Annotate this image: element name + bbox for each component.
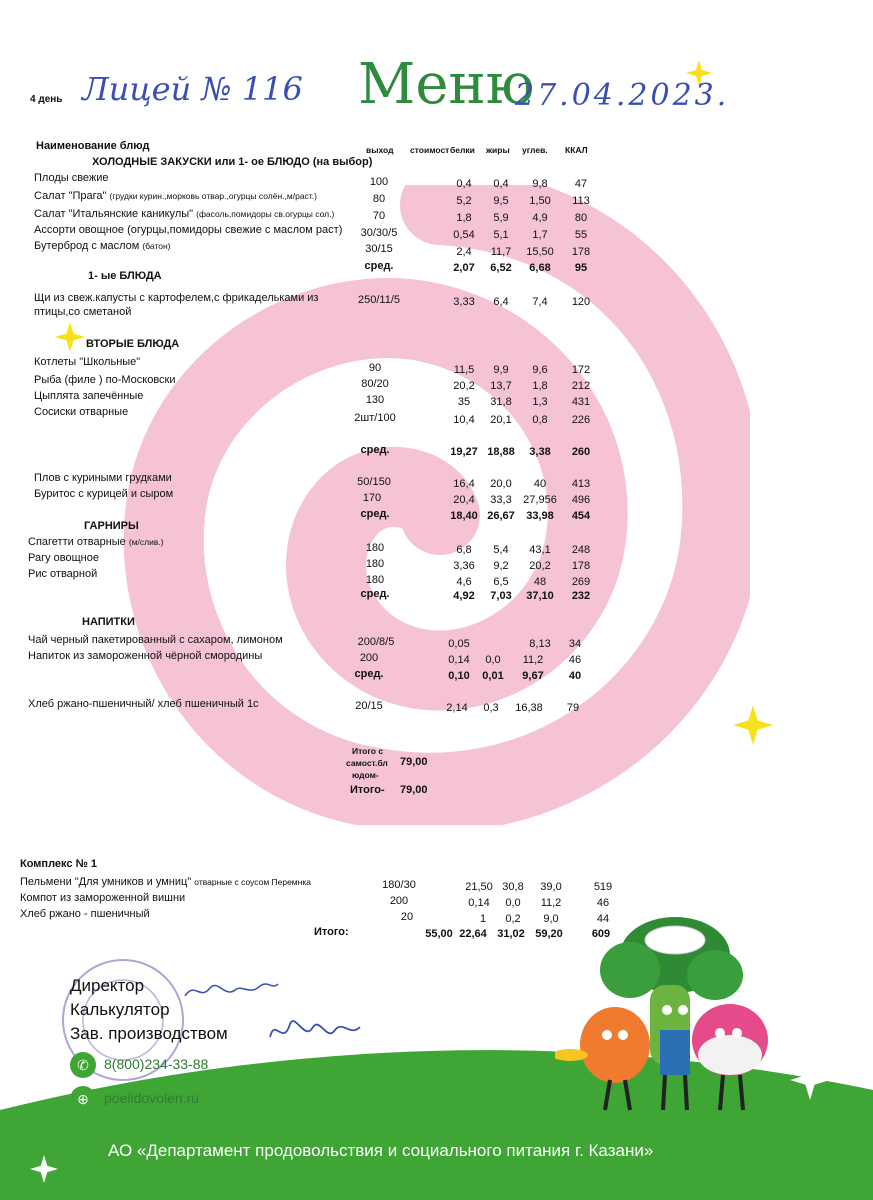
- menu-item-name: Хлеб ржано-пшеничный/ хлеб пшеничный 1с: [28, 698, 259, 710]
- item-fat: 33,3: [490, 494, 512, 506]
- avg-carb: 37,10: [526, 590, 554, 602]
- item-out: 90: [368, 362, 382, 374]
- menu-item-name: Цыплята запечённые: [34, 390, 144, 402]
- item-out: 2шт/100: [354, 412, 396, 424]
- item-out: 180: [365, 574, 385, 586]
- item-carb: 9,8: [532, 178, 548, 190]
- total-value-2: 79,00: [400, 784, 428, 796]
- item-carb: 1,50: [529, 195, 551, 207]
- item-fat: 6,5: [493, 576, 509, 588]
- item-fat: 5,9: [493, 212, 509, 224]
- item-out: 180/30: [382, 879, 416, 891]
- menu-item-name: Сосиски отварные: [34, 406, 129, 418]
- complex-item-name: Пельмени "Для умников и умниц" отварные с соусом Перемнка: [20, 876, 311, 888]
- avg-label: сред.: [360, 444, 390, 456]
- item-kcal: 47: [574, 178, 588, 190]
- item-carb: 20,2: [529, 560, 551, 572]
- item-fat: 30,8: [502, 881, 524, 893]
- item-carb: 16,38: [515, 702, 543, 714]
- item-fat: 9,9: [493, 364, 509, 376]
- item-protein: 20,2: [453, 380, 475, 392]
- item-protein: 20,4: [453, 494, 475, 506]
- item-kcal: 55: [574, 229, 588, 241]
- item-protein: 16,4: [453, 478, 475, 490]
- director-label: Директор: [70, 976, 145, 995]
- item-kcal: 113: [572, 195, 590, 207]
- menu-item-name: Рыба (филе ) по-Московски: [34, 374, 176, 386]
- item-protein: 11,5: [453, 364, 475, 376]
- item-kcal: 79: [566, 702, 580, 714]
- item-fat: 5,4: [493, 544, 509, 556]
- column-protein-header: белки: [450, 145, 475, 155]
- item-kcal: 46: [596, 897, 610, 909]
- item-carb: 40: [533, 478, 547, 490]
- column-kcal-header: ККАЛ: [565, 145, 588, 155]
- section-garnish: ГАРНИРЫ: [84, 520, 139, 532]
- avg-fat: 7,03: [490, 590, 512, 602]
- item-fat: 11,7: [490, 246, 512, 258]
- item-protein: 0,14: [448, 654, 470, 666]
- item-kcal: 431: [571, 396, 591, 408]
- item-out: 30/30/5: [360, 227, 398, 239]
- item-kcal: 226: [571, 414, 591, 426]
- menu-item-name: Рагу овощное: [28, 552, 99, 564]
- item-protein: 6,8: [456, 544, 472, 556]
- item-out: 200: [359, 652, 379, 664]
- section-cold: ХОЛОДНЫЕ ЗАКУСКИ или 1- ое БЛЮДО (на выбор): [92, 156, 373, 168]
- item-fat: 9,5: [493, 195, 509, 207]
- item-kcal: 34: [568, 638, 582, 650]
- item-carb: 9,6: [532, 364, 548, 376]
- item-protein: 3,33: [453, 296, 475, 308]
- item-protein: 0,54: [453, 229, 475, 241]
- menu-item-name: Ассорти овощное (огурцы,помидоры свежие с маслом раст): [34, 224, 343, 236]
- column-carb-header: углев.: [522, 145, 548, 155]
- item-kcal: 519: [593, 881, 613, 893]
- item-out: 80: [372, 193, 386, 205]
- complex-total-protein: 22,64: [459, 928, 487, 940]
- avg-kcal: 232: [571, 590, 591, 602]
- item-protein: 2,4: [456, 246, 472, 258]
- item-carb: 4,9: [532, 212, 548, 224]
- item-fat: 9,2: [493, 560, 509, 572]
- item-carb: 1,3: [532, 396, 548, 408]
- contact-phone[interactable]: 8(800)234-33-88: [104, 1056, 209, 1072]
- item-out: 80/20: [361, 378, 389, 390]
- avg-protein: 19,27: [450, 446, 478, 458]
- complex-total-fat: 31,02: [497, 928, 525, 940]
- avg-label: сред.: [354, 668, 384, 680]
- item-out: 20: [400, 911, 414, 923]
- column-cost-header: стоимост: [410, 145, 450, 155]
- complex-total-kcal: 609: [591, 928, 611, 940]
- item-kcal: 44: [596, 913, 610, 925]
- item-carb: 7,4: [532, 296, 548, 308]
- item-kcal: 172: [571, 364, 591, 376]
- item-kcal: 413: [571, 478, 591, 490]
- school-name: Лицей № 116: [82, 70, 303, 108]
- item-protein: 35: [457, 396, 471, 408]
- menu-item-name: Салат "Итальянские каникулы" (фасоль,помидоры св.огурцы сол.): [34, 208, 335, 220]
- avg-kcal: 260: [571, 446, 591, 458]
- item-out: 250/11/5: [357, 294, 400, 306]
- avg-protein: 4,92: [453, 590, 475, 602]
- menu-item-name: Рис отварной: [28, 568, 98, 580]
- item-carb: 8,13: [529, 638, 551, 650]
- column-fat-header: жиры: [486, 145, 510, 155]
- item-kcal: 80: [574, 212, 588, 224]
- item-carb: 43,1: [529, 544, 551, 556]
- menu-item-name: Плов с куриными грудками: [34, 472, 172, 484]
- item-carb: 39,0: [540, 881, 562, 893]
- section-second: ВТОРЫЕ БЛЮДА: [86, 338, 180, 350]
- complex-item-name: Компот из замороженной вишни: [20, 892, 186, 904]
- total-value-1: 79,00: [400, 756, 428, 768]
- item-protein: 5,2: [456, 195, 472, 207]
- spiral-decoration: [110, 185, 750, 825]
- item-out: 70: [372, 210, 386, 222]
- item-out: 30/15: [365, 243, 393, 255]
- page-title: Меню: [358, 52, 535, 117]
- total-label-line2: самост.бл: [346, 758, 388, 768]
- star-icon: [30, 1155, 58, 1183]
- item-out: 130: [365, 394, 385, 406]
- item-protein: 0,4: [456, 178, 472, 190]
- item-fat: 6,4: [493, 296, 509, 308]
- item-protein: 10,4: [453, 414, 475, 426]
- section-drinks: НАПИТКИ: [82, 616, 135, 628]
- avg-kcal: 95: [574, 262, 588, 274]
- avg-protein: 2,07: [453, 262, 475, 274]
- menu-item-name: Буритос с курицей и сыром: [34, 488, 174, 500]
- avg-fat: 0,01: [482, 670, 504, 682]
- item-carb: 9,0: [543, 913, 559, 925]
- item-carb: 1,7: [532, 229, 548, 241]
- star-icon: [733, 705, 773, 745]
- item-fat: 20,1: [490, 414, 512, 426]
- production-label: Зав. производством: [70, 1024, 228, 1043]
- avg-label: сред.: [360, 588, 390, 600]
- item-out: 100: [369, 176, 389, 188]
- item-kcal: 212: [571, 380, 591, 392]
- item-carb: 11,2: [522, 654, 544, 666]
- complex-item-name: Хлеб ржано - пшеничный: [20, 908, 150, 920]
- avg-label: сред.: [364, 260, 394, 272]
- item-kcal: 178: [571, 246, 591, 258]
- menu-item-name: Чай черный пакетированный с сахаром, лимоном: [28, 634, 283, 646]
- avg-fat: 18,88: [487, 446, 515, 458]
- column-name-header: Наименование блюд: [36, 140, 150, 152]
- complex-title: Комплекс № 1: [20, 858, 97, 870]
- production-signature: [265, 1012, 365, 1052]
- footer-organization: АО «Департамент продовольствия и социального питания г. Казани»: [108, 1141, 654, 1160]
- complex-total-label: Итого:: [314, 926, 349, 938]
- avg-protein: 0,10: [448, 670, 470, 682]
- star-icon: [55, 322, 85, 352]
- menu-item-name: Щи из свеж.капусты с картофелем,с фрикадельками из: [34, 292, 319, 304]
- contact-website[interactable]: poelidovolen.ru: [104, 1090, 199, 1106]
- item-kcal: 46: [568, 654, 582, 666]
- item-out: 170: [362, 492, 382, 504]
- item-out: 20/15: [355, 700, 383, 712]
- globe-icon: ⊕: [70, 1086, 96, 1112]
- total-label-line3: юдом-: [352, 770, 379, 780]
- item-protein: 2,14: [446, 702, 468, 714]
- menu-item-name: Котлеты "Школьные": [34, 356, 141, 368]
- item-out: 200: [389, 895, 409, 907]
- avg-kcal: 40: [568, 670, 582, 682]
- menu-item-name: Бутерброд с маслом (батон): [34, 240, 171, 252]
- avg-fat: 6,52: [490, 262, 512, 274]
- item-fat: 13,7: [490, 380, 512, 392]
- item-out: 180: [365, 542, 385, 554]
- item-fat: 5,1: [493, 229, 509, 241]
- item-kcal: 248: [571, 544, 591, 556]
- item-out: 180: [365, 558, 385, 570]
- item-carb: 15,50: [526, 246, 554, 258]
- item-kcal: 120: [571, 296, 591, 308]
- item-out: 50/150: [357, 476, 391, 488]
- avg-label: сред.: [360, 508, 390, 520]
- item-fat: 31,8: [490, 396, 512, 408]
- item-protein: 0,05: [448, 638, 470, 650]
- item-fat: 0,3: [483, 702, 499, 714]
- item-fat: 20,0: [490, 478, 512, 490]
- item-fat: 0,2: [505, 913, 521, 925]
- item-protein: 21,50: [465, 881, 493, 893]
- avg-protein: 18,40: [450, 510, 478, 522]
- column-out-header: выход: [366, 145, 394, 155]
- menu-item-name: Спагетти отварные (м/слив.): [28, 536, 164, 548]
- item-carb: 11,2: [540, 897, 562, 909]
- menu-item-name-cont: птицы,со сметаной: [34, 306, 132, 318]
- director-signature: [180, 976, 280, 1006]
- avg-kcal: 454: [571, 510, 591, 522]
- item-out: 200/8/5: [357, 636, 395, 648]
- total-label-2: Итого-: [350, 784, 385, 796]
- total-label-line1: Итого с: [352, 746, 384, 756]
- menu-item-name: Салат "Прага" (грудки курин.,морковь отвар.,огурцы солён.,м/раст.): [34, 190, 317, 202]
- item-fat: 0,0: [485, 654, 501, 666]
- day-label: 4 день: [30, 94, 63, 105]
- avg-carb: 3,38: [529, 446, 551, 458]
- avg-carb: 6,68: [529, 262, 551, 274]
- phone-icon: ✆: [70, 1052, 96, 1078]
- item-protein: 4,6: [456, 576, 472, 588]
- menu-item-name: Плоды свежие: [34, 172, 109, 184]
- item-kcal: 269: [571, 576, 591, 588]
- item-protein: 1: [479, 913, 487, 925]
- item-kcal: 496: [571, 494, 591, 506]
- menu-item-name: Напиток из замороженной чёрной смородины: [28, 650, 263, 662]
- calculator-label: Калькулятор: [70, 1000, 170, 1019]
- complex-total-carb: 59,20: [535, 928, 563, 940]
- item-protein: 1,8: [456, 212, 472, 224]
- avg-fat: 26,67: [487, 510, 515, 522]
- section-first: 1- ые БЛЮДА: [88, 270, 162, 282]
- star-icon: [790, 1060, 830, 1100]
- item-carb: 27,956: [523, 494, 557, 506]
- menu-date: 27.04.2023.: [515, 78, 730, 113]
- item-protein: 3,36: [453, 560, 475, 572]
- item-protein: 0,14: [468, 897, 490, 909]
- avg-carb: 33,98: [526, 510, 554, 522]
- item-kcal: 178: [571, 560, 591, 572]
- complex-total-cost: 55,00: [425, 928, 453, 940]
- item-fat: 0,0: [505, 897, 521, 909]
- mascot-illustration: [555, 915, 785, 1115]
- item-fat: 0,4: [493, 178, 509, 190]
- avg-carb: 9,67: [522, 670, 544, 682]
- item-carb: 1,8: [532, 380, 548, 392]
- item-carb: 48: [533, 576, 547, 588]
- item-carb: 0,8: [532, 414, 548, 426]
